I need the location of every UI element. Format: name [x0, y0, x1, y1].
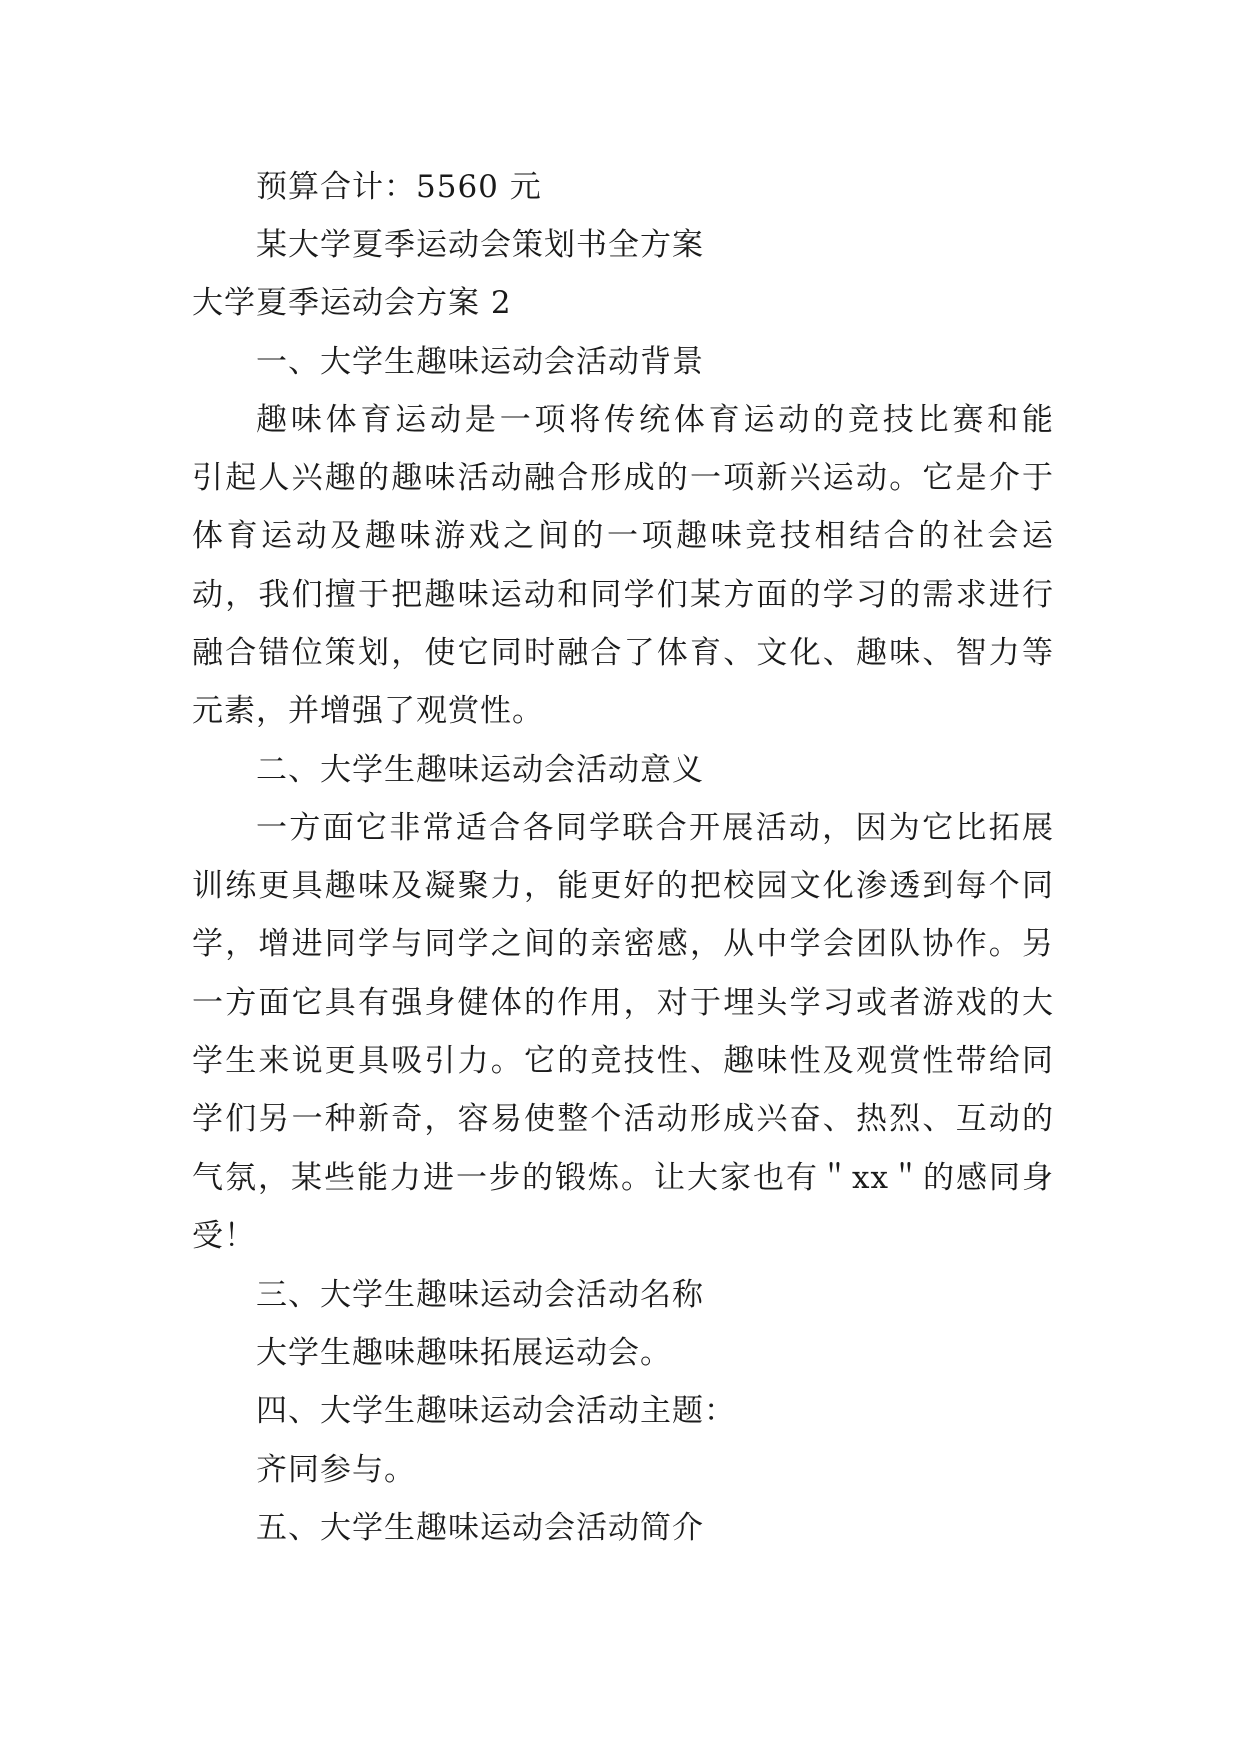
- section1-heading: 一、大学生趣味运动会活动背景: [256, 344, 704, 380]
- section1-paragraph-line: 引起人兴趣的趣味活动融合形成的一项新兴运动。它是介于: [192, 460, 1054, 496]
- plan-title: 大学夏季运动会方案 2: [192, 285, 512, 321]
- section2-heading: 二、大学生趣味运动会活动意义: [256, 752, 704, 788]
- section2-paragraph-line: 一方面它具有强身健体的作用，对于埋头学习或者游戏的大: [192, 985, 1054, 1021]
- section2-paragraph-line: 学生来说更具吸引力。它的竞技性、趣味性及观赏性带给同: [192, 1043, 1054, 1079]
- section2-paragraph-line: 训练更具趣味及凝聚力，能更好的把校园文化渗透到每个同: [192, 868, 1054, 904]
- section2-paragraph-line: 学们另一种新奇，容易使整个活动形成兴奋、热烈、互动的: [192, 1101, 1054, 1137]
- section3-body: 大学生趣味趣味拓展运动会。: [256, 1335, 672, 1371]
- section2-paragraph-line: 学，增进同学与同学之间的亲密感，从中学会团队协作。另: [192, 926, 1054, 962]
- budget-total-line: 预算合计：5560 元: [256, 169, 542, 205]
- section2-paragraph-line: 一方面它非常适合各同学联合开展活动，因为它比拓展: [256, 810, 1054, 846]
- section1-paragraph-line: 体育运动及趣味游戏之间的一项趣味竞技相结合的社会运: [192, 518, 1054, 554]
- section3-heading: 三、大学生趣味运动会活动名称: [256, 1277, 704, 1313]
- section1-paragraph-line: 动，我们擅于把趣味运动和同学们某方面的学习的需求进行: [192, 577, 1054, 613]
- section4-body: 齐同参与。: [256, 1452, 416, 1488]
- document-title: 某大学夏季运动会策划书全方案: [256, 227, 704, 263]
- section1-paragraph-line: 融合错位策划，使它同时融合了体育、文化、趣味、智力等: [192, 635, 1054, 671]
- section2-paragraph-line: 受！: [192, 1218, 256, 1254]
- section4-heading: 四、大学生趣味运动会活动主题：: [256, 1393, 736, 1429]
- section1-paragraph-line: 趣味体育运动是一项将传统体育运动的竞技比赛和能: [256, 402, 1054, 438]
- section1-paragraph-line: 元素，并增强了观赏性。: [192, 693, 544, 729]
- section2-paragraph-line: 气氛，某些能力进一步的锻炼。让大家也有＂xx＂的感同身: [192, 1160, 1054, 1196]
- section5-heading: 五、大学生趣味运动会活动简介: [256, 1510, 704, 1546]
